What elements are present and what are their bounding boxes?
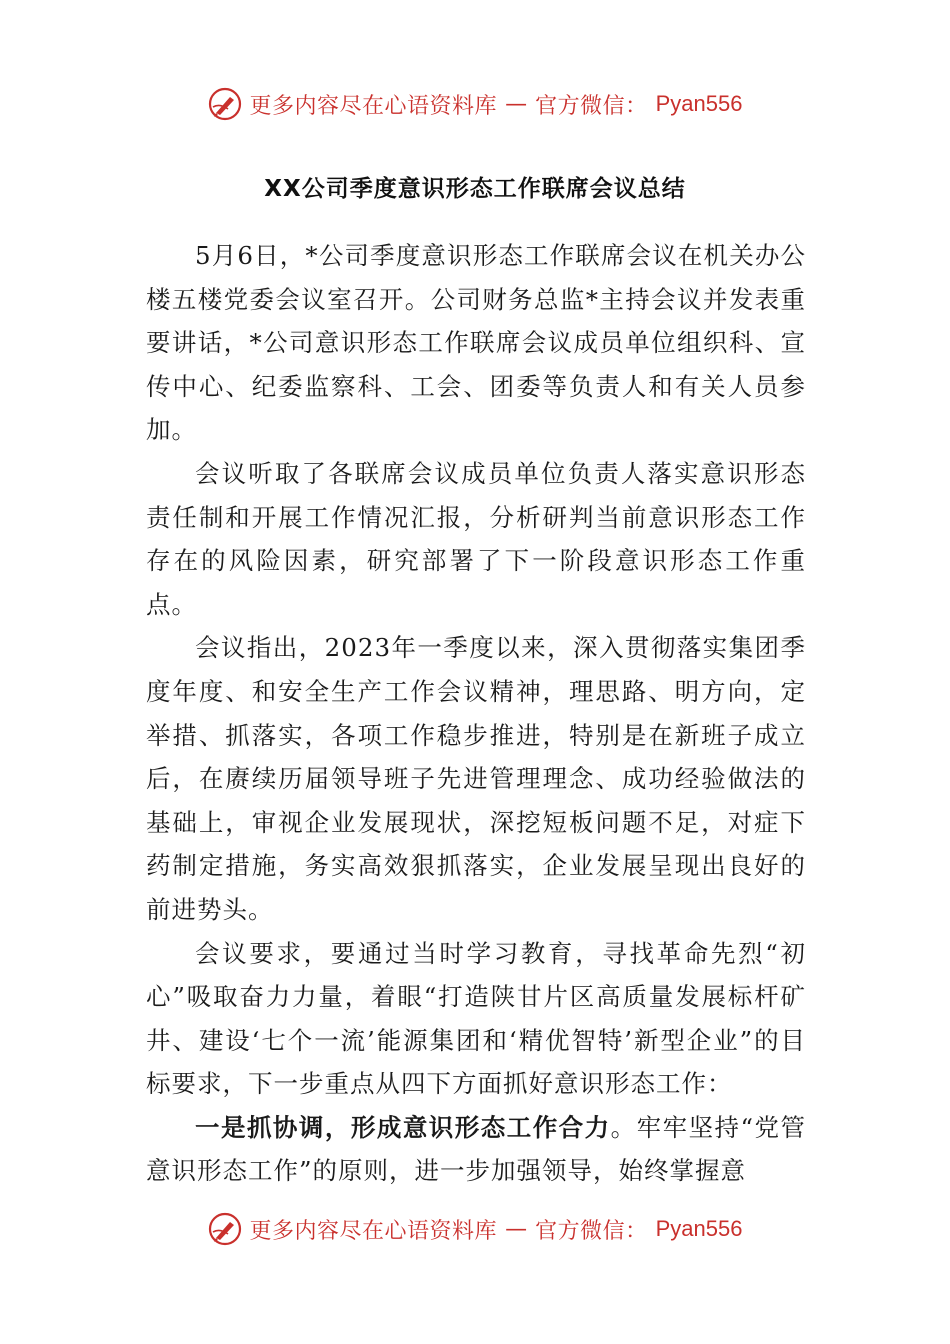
document-body xyxy=(146,234,806,1193)
watermark-text: 更多内容尽在心语资料库 xyxy=(249,1218,498,1244)
paragraph-5-text: 。牢牢坚持“党管意识形态工作”的原则，进一步加强领导，始终掌握意 xyxy=(146,1112,807,1186)
paragraph-5 xyxy=(146,1106,806,1193)
paragraph-3: 会议指出，2023年一季度以来，深入贯彻落实集团季度年度、和安全生产工作会议精神，理思路、明方向，定举措、抓落实，各项工作稳步推进，特别是在新班子成立后，在赓续历届领导班子先进管理理念、成功经验做法的基础上，审视企业发展现状，深挖短板问题不足，对症下药制定措施，务实高效狠抓落实，企业发展呈现出良好的前进势头。 xyxy=(146,633,806,924)
paragraph-1: 5月6日，*公司季度意识形态工作联席会议在机关办公楼五楼党委会议室召开。公司财务总监*主持会议并发表重要讲话，*公司意识形态工作联席会议成员单位组织科、宣传中心、纪委监察科、工会、团委等负责人和有关人员参加。 xyxy=(146,241,806,445)
paragraph-4: 会议要求，要通过当时学习教育，寻找革命先烈“初心”吸取奋力力量，着眼“打造陕甘片区高质量发展标杆矿井、建设‘七个一流’能源集团和‘精优智特’新型企业”的目标要求，下一步重点从四下方面抓好意识形态工作： xyxy=(146,938,806,1099)
watermark-official-label: 官方微信： xyxy=(535,1218,648,1244)
watermark-separator: — xyxy=(505,91,528,117)
watermark-wechat-id: Pyan556 xyxy=(655,1216,743,1241)
watermark-header xyxy=(0,84,950,124)
watermark-text: 更多内容尽在心语资料库 xyxy=(249,93,498,119)
watermark-official-label: 官方微信： xyxy=(535,93,648,119)
paragraph-5-lead: 一是抓协调，形成意识形态工作合力 xyxy=(195,1112,611,1142)
watermark-separator: — xyxy=(505,1216,528,1242)
watermark-footer xyxy=(0,1209,950,1249)
pen-logo-icon xyxy=(208,1212,242,1246)
paragraph-2: 会议听取了各联席会议成员单位负责人落实意识形态责任制和开展工作情况汇报，分析研判当前意识形态工作存在的风险因素，研究部署了下一阶段意识形态工作重点。 xyxy=(146,458,806,619)
watermark-wechat-id: Pyan556 xyxy=(655,91,743,116)
pen-logo-icon xyxy=(208,87,242,121)
document-title: XX公司季度意识形态工作联席会议总结 xyxy=(264,176,686,202)
